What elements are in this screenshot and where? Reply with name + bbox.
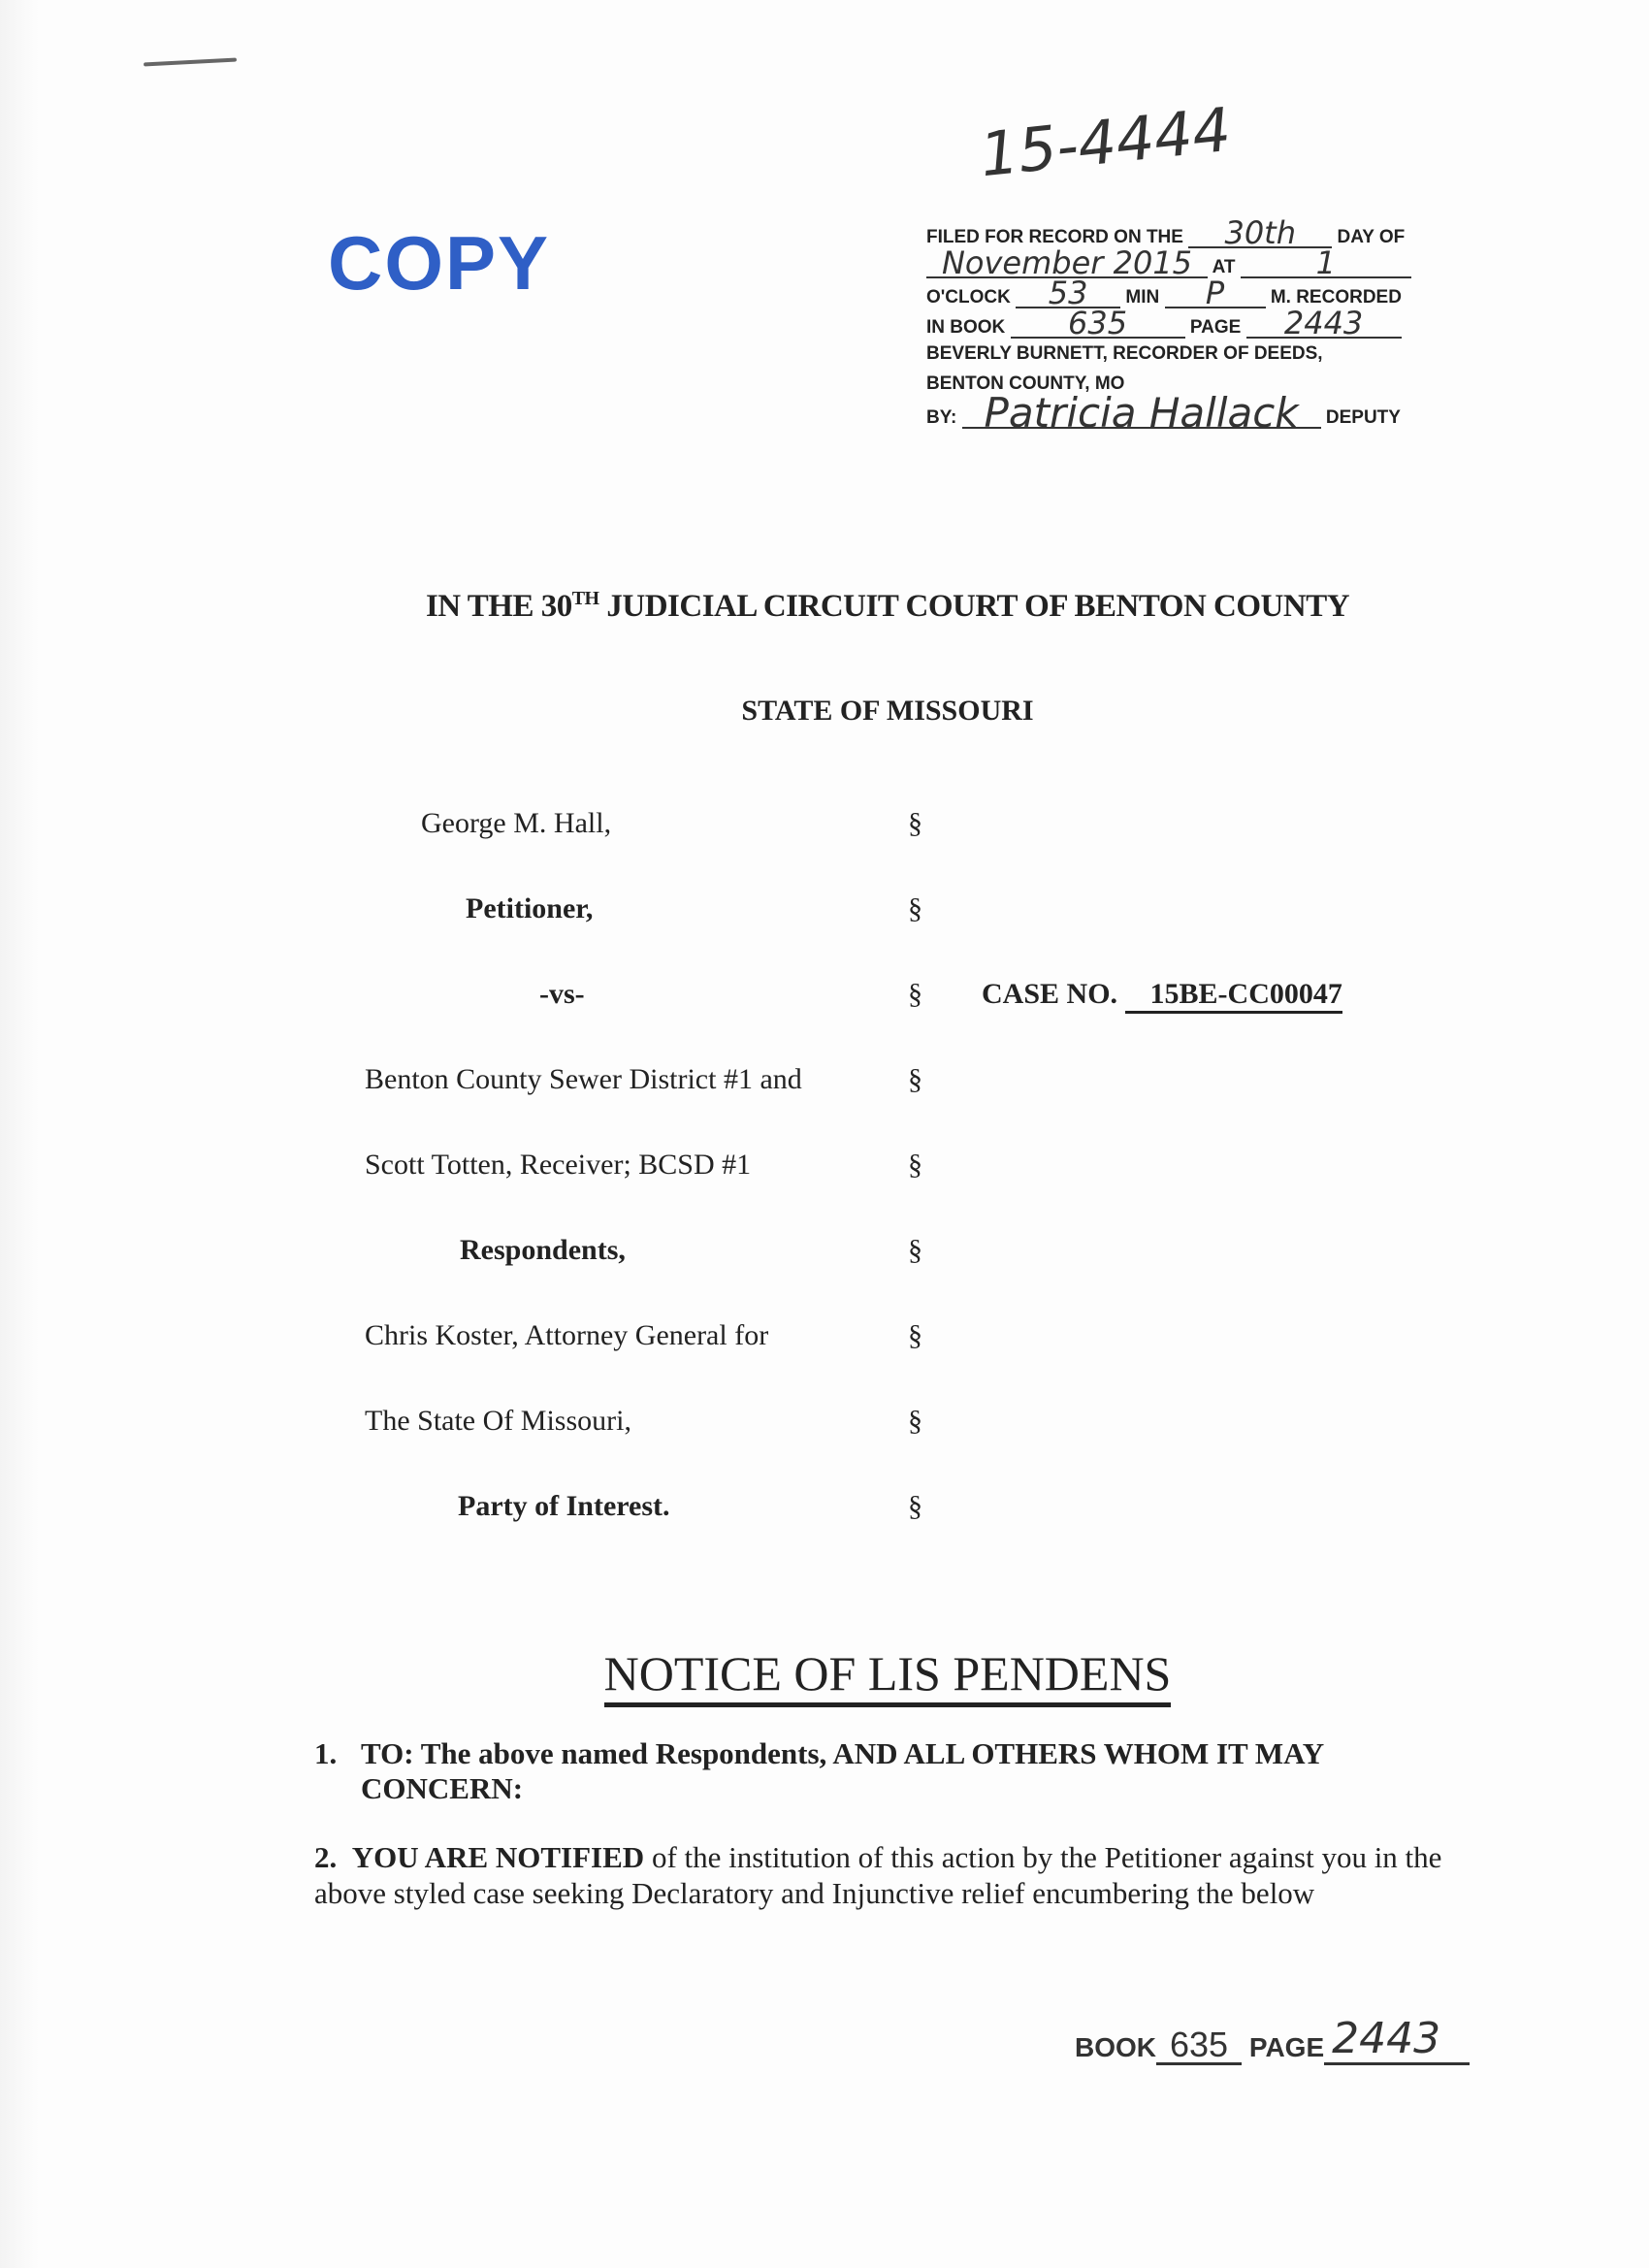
m-recorded-label: M. RECORDED <box>1270 287 1402 308</box>
caption-row <box>365 1319 1432 1358</box>
item-number: 2. <box>314 1840 338 1874</box>
recorder-name-line: BEVERLY BURNETT, RECORDER OF DEEDS, <box>926 343 1323 364</box>
recorder-row-by <box>926 389 1450 437</box>
minutes-value: 53 <box>1048 275 1088 311</box>
deputy-label: DEPUTY <box>1325 407 1401 428</box>
respondent-name-1: Benton County Sewer District #1 and <box>365 1063 802 1095</box>
interested-party-state: The State Of Missouri, <box>365 1405 631 1437</box>
notice-title-text: NOTICE OF LIS PENDENS <box>604 1646 1172 1707</box>
versus-label: -vs- <box>539 978 585 1010</box>
signature-field <box>962 389 1321 437</box>
meridiem-value: P <box>1205 275 1225 311</box>
copy-stamp: COPY <box>328 220 551 306</box>
petitioner-name: George M. Hall, <box>421 807 612 839</box>
book-page-footer <box>1075 2014 1470 2065</box>
recorder-stamp <box>926 214 1450 437</box>
min-label: MIN <box>1125 287 1160 308</box>
section-symbol: § <box>908 1319 922 1351</box>
filed-label: FILED FOR RECORD ON THE <box>926 227 1183 247</box>
state-title: STATE OF MISSOURI <box>741 695 1034 727</box>
day-of-label: DAY OF <box>1337 227 1406 247</box>
notice-item-1 <box>314 1736 1430 1806</box>
county-line: BENTON COUNTY, MO <box>926 373 1125 394</box>
interested-party-name: Chris Koster, Attorney General for <box>365 1319 769 1351</box>
book-value: 635 <box>1068 305 1128 341</box>
case-number: 15BE-CC00047 <box>1125 978 1342 1014</box>
page-field <box>1246 305 1402 341</box>
day-field <box>1188 214 1332 251</box>
respondents-role: Respondents, <box>460 1234 626 1266</box>
item-lead: YOU ARE NOTIFIED <box>351 1840 645 1874</box>
section-symbol: § <box>908 1405 922 1437</box>
case-number-block <box>982 978 1342 1014</box>
section-symbol: § <box>908 892 922 924</box>
day-value: 30th <box>1224 214 1296 251</box>
caption-row <box>365 1063 1432 1102</box>
book-field <box>1011 305 1185 341</box>
caption-row <box>365 892 1432 931</box>
item-text: TO: The above named Respondents, AND ALL OTHERS WHOM IT MAY CONCERN: <box>361 1736 1323 1805</box>
recorder-row-book <box>926 305 1450 343</box>
footer-book-label: BOOK <box>1075 2032 1156 2062</box>
court-title-suffix: JUDICIAL CIRCUIT COURT OF BENTON COUNTY <box>598 589 1350 624</box>
page-label: PAGE <box>1189 317 1242 338</box>
footer-page-field <box>1324 2014 1470 2065</box>
notice-item-2 <box>314 1839 1478 1911</box>
footer-book-number: 635 <box>1156 2027 1242 2065</box>
by-label: BY: <box>926 407 957 428</box>
at-label: AT <box>1212 257 1236 277</box>
court-title-ordinal: TH <box>571 588 599 609</box>
caption-row <box>365 1149 1432 1187</box>
handwritten-file-number: 15-4444 <box>976 93 1235 191</box>
interested-party-role: Party of Interest. <box>458 1490 670 1522</box>
page-value: 2443 <box>1283 305 1364 341</box>
court-title <box>0 588 1649 625</box>
section-symbol: § <box>908 1490 922 1522</box>
case-number-label: CASE NO. <box>982 978 1118 1010</box>
meridiem-field <box>1165 275 1266 311</box>
deputy-signature: Patricia Hallack <box>984 389 1299 437</box>
oclock-label: O'CLOCK <box>926 287 1011 308</box>
item-text: of the institution of this action by the Petitioner against you in the above styled case seeking Declaratory and Injunctive relief encumbering the below <box>314 1840 1442 1910</box>
notice-title <box>0 1645 1649 1701</box>
in-book-label: IN BOOK <box>926 317 1006 338</box>
corner-pen-mark <box>144 57 237 66</box>
section-symbol: § <box>908 1234 922 1266</box>
court-title-prefix: IN THE 30 <box>425 589 572 624</box>
item-number: 1. <box>314 1736 338 1770</box>
section-symbol: § <box>908 1149 922 1181</box>
caption-row <box>365 807 1432 846</box>
month-year-value: November 2015 <box>941 244 1193 281</box>
footer-page-number: 2443 <box>1332 2014 1441 2063</box>
section-symbol: § <box>908 978 922 1010</box>
footer-page-label: PAGE <box>1248 2032 1325 2062</box>
section-symbol: § <box>908 807 922 839</box>
hour-field <box>1241 244 1411 281</box>
caption-row <box>365 1234 1432 1273</box>
scan-edge <box>0 0 39 2268</box>
petitioner-role: Petitioner, <box>466 892 594 924</box>
section-symbol: § <box>908 1063 922 1095</box>
caption-row <box>365 1405 1432 1443</box>
caption-row <box>365 1490 1432 1529</box>
respondent-name-2: Scott Totten, Receiver; BCSD #1 <box>365 1149 752 1181</box>
hour-value: 1 <box>1315 244 1336 281</box>
